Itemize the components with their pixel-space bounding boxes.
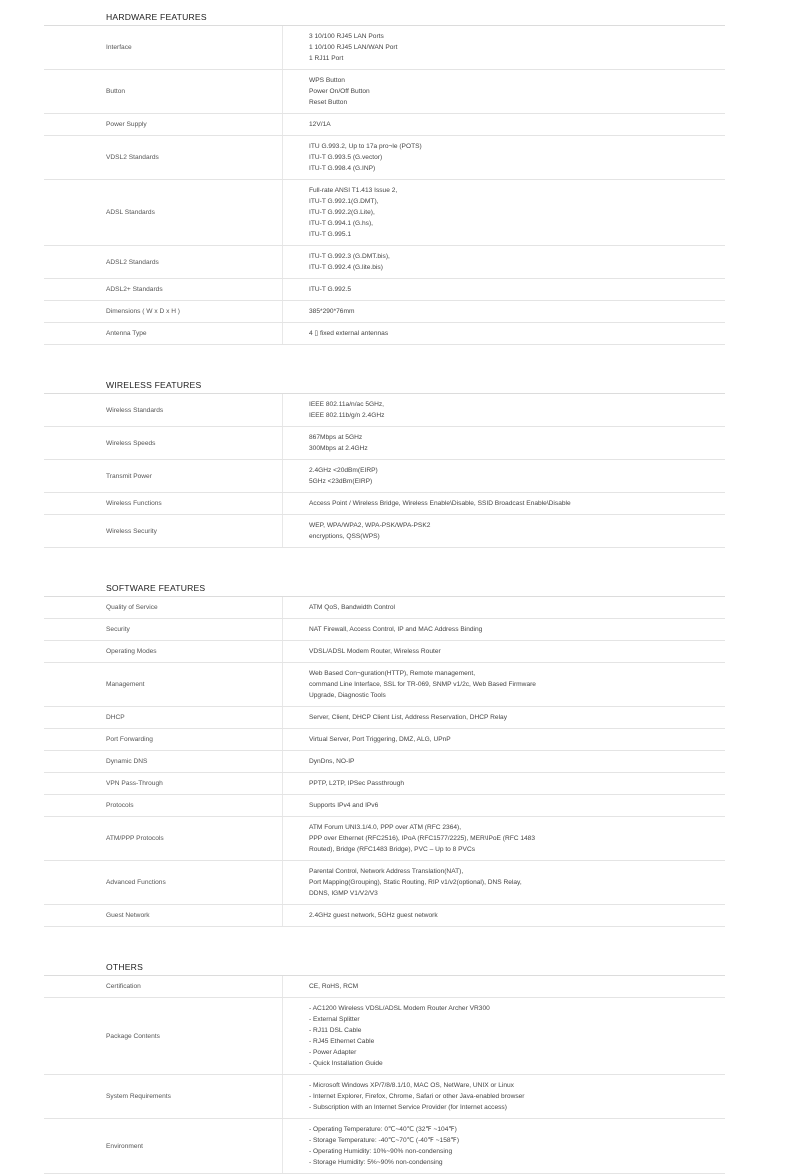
spec-label: Protocols: [44, 795, 283, 816]
spec-label: Interface: [44, 26, 283, 69]
spec-value: [283, 663, 725, 706]
spec-value: [283, 279, 725, 300]
spec-value-line: 1 RJ11 Port: [309, 55, 344, 62]
table-row: [44, 493, 725, 515]
spec-label: Wireless Functions: [44, 493, 283, 514]
table-row: [44, 26, 725, 70]
table-row: [44, 323, 725, 345]
spec-value-line: 4 ▯ fixed external antennas: [309, 330, 389, 337]
spec-label: Wireless Security: [44, 515, 283, 547]
spec-value-line: command Line Interface, SSL for TR-069, SNMP v1/2c, Web Based Firmware: [309, 681, 536, 688]
table-row: [44, 180, 725, 246]
spec-value-line: Full-rate ANSI T1.413 Issue 2,: [309, 187, 398, 194]
section-title: WIRELESS FEATURES: [106, 380, 202, 390]
spec-value: [283, 707, 725, 728]
spec-value-line: PPP over Ethernet (RFC2516), IPoA (RFC1577/2225), MER\IPoE (RFC 1483: [309, 835, 535, 842]
spec-value-line: 385*290*76mm: [309, 308, 355, 315]
spec-label: ADSL2 Standards: [44, 246, 283, 278]
spec-value-line: ITU-T G.993.5 (G.vector): [309, 154, 383, 161]
spec-value-line: Access Point / Wireless Bridge, Wireless Enable\Disable, SSID Broadcast Enable\Disable: [309, 500, 571, 507]
spec-value: [283, 619, 725, 640]
spec-label: Advanced Functions: [44, 861, 283, 904]
spec-label: Transmit Power: [44, 460, 283, 492]
table-row: [44, 817, 725, 861]
spec-value: [283, 773, 725, 794]
table-row: [44, 641, 725, 663]
table-row: [44, 998, 725, 1075]
spec-value: [283, 26, 725, 69]
spec-value: [283, 515, 725, 547]
table-row: [44, 70, 725, 114]
spec-value-line: 1 10/100 RJ45 LAN/WAN Port: [309, 44, 398, 51]
spec-value-line: - Subscription with an Internet Service Provider (for Internet access): [309, 1104, 507, 1111]
spec-value-line: - Power Adapter: [309, 1049, 357, 1056]
spec-value: [283, 976, 725, 997]
spec-value-line: PPTP, L2TP, IPSec Passthrough: [309, 780, 405, 787]
spec-label: Environment: [44, 1119, 283, 1173]
spec-label: Certification: [44, 976, 283, 997]
spec-value: [283, 493, 725, 514]
spec-label: Dimensions ( W x D x H ): [44, 301, 283, 322]
spec-value: [283, 323, 725, 344]
spec-value-line: ITU-T G.992.1(G.DMT),: [309, 198, 379, 205]
table-row: [44, 427, 725, 460]
spec-value-line: CE, RoHS, RCM: [309, 983, 359, 990]
spec-value-line: ITU-T G.998.4 (G.INP): [309, 165, 376, 172]
spec-value-line: - Storage Humidity: 5%~90% non-condensing: [309, 1159, 443, 1166]
table-row: [44, 597, 725, 619]
spec-label: VDSL2 Standards: [44, 136, 283, 179]
spec-table: [44, 596, 725, 927]
spec-value-line: 867Mbps at 5GHz: [309, 434, 363, 441]
spec-label: Dynamic DNS: [44, 751, 283, 772]
spec-value-line: IEEE 802.11a/n/ac 5GHz,: [309, 401, 385, 408]
spec-value-line: WPS Button: [309, 77, 345, 84]
table-row: [44, 861, 725, 905]
spec-value: [283, 394, 725, 426]
spec-label: Antenna Type: [44, 323, 283, 344]
spec-value-line: DynDns, NO-IP: [309, 758, 355, 765]
spec-value-line: ITU-T G.994.1 (G.hs),: [309, 220, 373, 227]
spec-label: Wireless Standards: [44, 394, 283, 426]
spec-label: Wireless Speeds: [44, 427, 283, 459]
table-row: [44, 773, 725, 795]
spec-label: System Requirements: [44, 1075, 283, 1118]
table-row: [44, 976, 725, 998]
section-gap: [0, 548, 788, 566]
section-title: SOFTWARE FEATURES: [106, 583, 206, 593]
spec-value: [283, 70, 725, 113]
spec-label: ADSL2+ Standards: [44, 279, 283, 300]
section-gap: [0, 927, 788, 945]
spec-value-line: - Microsoft Windows XP/7/8/8.1/10, MAC OS, NetWare, UNIX or Linux: [309, 1082, 514, 1089]
spec-table: [44, 393, 725, 548]
table-row: [44, 301, 725, 323]
spec-value-line: 12V/1A: [309, 121, 331, 128]
spec-label: ATM/PPP Protocols: [44, 817, 283, 860]
table-row: [44, 1119, 725, 1174]
spec-value-line: ITU-T G.992.4 (G.lite.bis): [309, 264, 383, 271]
spec-label: Security: [44, 619, 283, 640]
spec-value: [283, 114, 725, 135]
table-row: [44, 905, 725, 927]
spec-value: [283, 641, 725, 662]
spec-value-line: NAT Firewall, Access Control, IP and MAC Address Binding: [309, 626, 483, 633]
spec-value-line: Power On/Off Button: [309, 88, 370, 95]
spec-value: [283, 817, 725, 860]
spec-value: [283, 180, 725, 245]
table-row: [44, 460, 725, 493]
table-row: [44, 751, 725, 773]
spec-value-line: VDSL/ADSL Modem Router, Wireless Router: [309, 648, 441, 655]
table-row: [44, 795, 725, 817]
spec-value-line: Server, Client, DHCP Client List, Address Reservation, DHCP Relay: [309, 714, 508, 721]
spec-value-line: ITU-T G.992.5: [309, 286, 352, 293]
spec-table: [44, 975, 725, 1174]
table-row: [44, 279, 725, 301]
spec-value-line: - Operating Temperature: 0℃~40℃ (32℉ ~104℉): [309, 1126, 457, 1133]
spec-value-line: encryptions, QSS(WPS): [309, 533, 380, 540]
table-row: [44, 136, 725, 180]
spec-value-line: Port Mapping(Grouping), Static Routing, RIP v1/v2(optional), DNS Relay,: [309, 879, 522, 886]
spec-label: Port Forwarding: [44, 729, 283, 750]
spec-value-line: ITU-T G.995.1: [309, 231, 352, 238]
spec-value: [283, 751, 725, 772]
spec-value: [283, 597, 725, 618]
spec-label: DHCP: [44, 707, 283, 728]
spec-value: [283, 861, 725, 904]
spec-table: [44, 25, 725, 345]
table-row: [44, 729, 725, 751]
spec-value: [283, 795, 725, 816]
table-row: [44, 246, 725, 279]
spec-value-line: Virtual Server, Port Triggering, DMZ, ALG, UPnP: [309, 736, 451, 743]
spec-label: Guest Network: [44, 905, 283, 926]
spec-value-line: - Quick Installation Guide: [309, 1060, 383, 1067]
table-row: [44, 394, 725, 427]
spec-label: VPN Pass-Through: [44, 773, 283, 794]
spec-value-line: 3 10/100 RJ45 LAN Ports: [309, 33, 384, 40]
spec-value-line: Reset Button: [309, 99, 348, 106]
spec-value-line: Upgrade, Diagnostic Tools: [309, 692, 386, 699]
spec-value-line: WEP, WPA/WPA2, WPA-PSK/WPA-PSK2: [309, 522, 431, 529]
table-row: [44, 1075, 725, 1119]
spec-label: ADSL Standards: [44, 180, 283, 245]
spec-value-line: - Internet Explorer, Firefox, Chrome, Safari or other Java-enabled browser: [309, 1093, 525, 1100]
spec-value: [283, 136, 725, 179]
spec-value-line: ITU G.993.2, Up to 17a pro¬le (POTS): [309, 143, 422, 150]
spec-value: [283, 427, 725, 459]
spec-value: [283, 1075, 725, 1118]
table-row: [44, 619, 725, 641]
spec-value-line: 2.4GHz guest network, 5GHz guest network: [309, 912, 438, 919]
spec-label: Operating Modes: [44, 641, 283, 662]
spec-value-line: DDNS, IGMP V1/V2/V3: [309, 890, 378, 897]
section-gap: [0, 345, 788, 363]
table-row: [44, 515, 725, 548]
spec-value-line: IEEE 802.11b/g/n 2.4GHz: [309, 412, 385, 419]
spec-value-line: Routed), Bridge (RFC1483 Bridge), PVC – Up to 8 PVCs: [309, 846, 476, 853]
spec-value-line: Web Based Con¬guration(HTTP), Remote management,: [309, 670, 476, 677]
spec-label: Button: [44, 70, 283, 113]
spec-value: [283, 1119, 725, 1173]
spec-value-line: Supports IPv4 and IPv6: [309, 802, 379, 809]
spec-value-line: ITU-T G.992.3 (G.DMT.bis),: [309, 253, 390, 260]
table-row: [44, 114, 725, 136]
spec-value: [283, 729, 725, 750]
spec-value-line: 300Mbps at 2.4GHz: [309, 445, 368, 452]
spec-value-line: 2.4GHz <20dBm(EIRP): [309, 467, 378, 474]
spec-value: [283, 905, 725, 926]
spec-value: [283, 998, 725, 1074]
spec-value-line: 5GHz <23dBm(EIRP): [309, 478, 373, 485]
section-title: HARDWARE FEATURES: [106, 12, 207, 22]
spec-value-line: - RJ11 DSL Cable: [309, 1027, 362, 1034]
spec-value-line: - Operating Humidity: 10%~90% non-condensing: [309, 1148, 453, 1155]
spec-label: Quality of Service: [44, 597, 283, 618]
spec-value: [283, 301, 725, 322]
spec-label: Management: [44, 663, 283, 706]
spec-value-line: - Storage Temperature: -40℃~70℃ (-40℉ ~158℉): [309, 1137, 460, 1144]
spec-value-line: - AC1200 Wireless VDSL/ADSL Modem Router Archer VR300: [309, 1005, 490, 1012]
spec-value-line: ITU-T G.992.2(G.Lite),: [309, 209, 375, 216]
spec-label: Power Supply: [44, 114, 283, 135]
spec-value-line: - RJ45 Ethernet Cable: [309, 1038, 375, 1045]
table-row: [44, 707, 725, 729]
spec-value-line: - External Splitter: [309, 1016, 360, 1023]
spec-value-line: ATM QoS, Bandwidth Control: [309, 604, 395, 611]
spec-value-line: Parental Control, Network Address Translation(NAT),: [309, 868, 464, 875]
spec-value: [283, 460, 725, 492]
spec-value: [283, 246, 725, 278]
table-row: [44, 663, 725, 707]
spec-value-line: ATM Forum UNI3.1/4.0, PPP over ATM (RFC 2364),: [309, 824, 462, 831]
section-title: OTHERS: [106, 962, 144, 972]
spec-label: Package Contents: [44, 998, 283, 1074]
